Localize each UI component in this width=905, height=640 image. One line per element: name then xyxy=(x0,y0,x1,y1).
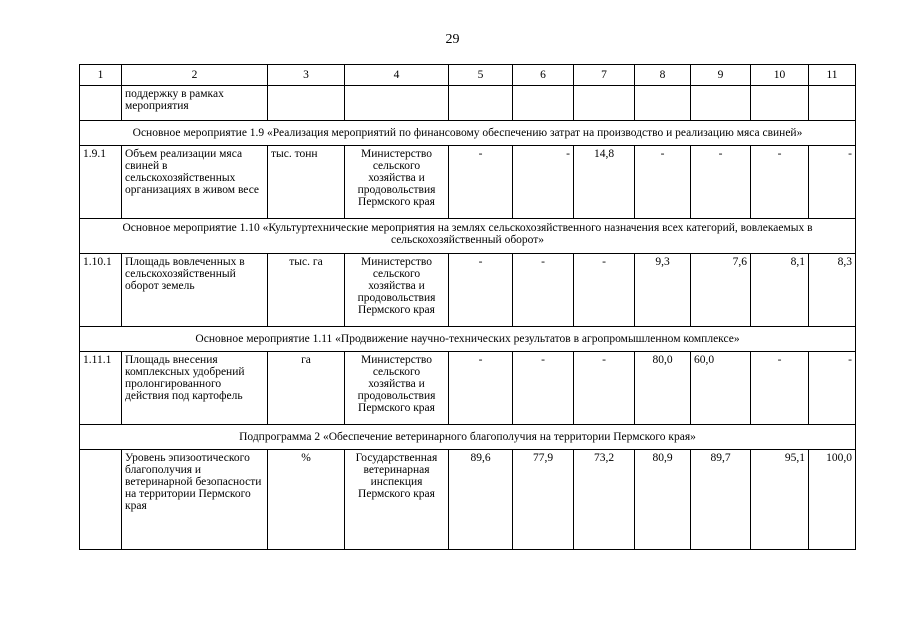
org-cell: Министерство сельского хозяйства и продовольствия Пермского края xyxy=(345,352,449,425)
indicator-name: Площадь вовлеченных в сельскохозяйственный оборот земель xyxy=(122,254,268,327)
table-row xyxy=(80,146,856,219)
row-number: 1.11.1 xyxy=(80,352,122,425)
header-cell: 6 xyxy=(513,65,574,86)
header-cell: 8 xyxy=(635,65,691,86)
value-cell: 89,6 xyxy=(449,450,513,550)
header-cell: 3 xyxy=(268,65,345,86)
table-row xyxy=(80,86,856,121)
value-cell: - xyxy=(751,352,809,425)
value-cell: - xyxy=(574,352,635,425)
value-cell xyxy=(635,86,691,121)
indicator-name: Объем реализации мяса свиней в сельскохозяйственных организациях в живом весе xyxy=(122,146,268,219)
value-cell: - xyxy=(691,146,751,219)
header-cell: 9 xyxy=(691,65,751,86)
indicator-name: поддержку в рамках мероприятия xyxy=(122,86,268,121)
value-cell xyxy=(691,86,751,121)
value-cell: 89,7 xyxy=(691,450,751,550)
value-cell: - xyxy=(513,146,574,219)
value-cell: 60,0 xyxy=(691,352,751,425)
value-cell: - xyxy=(449,352,513,425)
header-cell: 11 xyxy=(809,65,856,86)
header-cell: 4 xyxy=(345,65,449,86)
table-row xyxy=(80,352,856,425)
row-number: 1.9.1 xyxy=(80,146,122,219)
header-cell: 7 xyxy=(574,65,635,86)
table-row xyxy=(80,450,856,550)
header-cell: 2 xyxy=(122,65,268,86)
value-cell: 7,6 xyxy=(691,254,751,327)
value-cell: - xyxy=(513,254,574,327)
value-cell: 100,0 xyxy=(809,450,856,550)
indicator-name: Площадь внесения комплексных удобрений пролонгированного действия под картофель xyxy=(122,352,268,425)
value-cell: 80,0 xyxy=(635,352,691,425)
header-cell: 5 xyxy=(449,65,513,86)
section-title: Основное мероприятие 1.9 «Реализация мероприятий по финансовому обеспечению затрат на производство и реализацию мяса свиней» xyxy=(80,121,856,146)
org-cell: Государственная ветеринарная инспекция Пермского края xyxy=(345,450,449,550)
section-row xyxy=(80,327,856,352)
unit-cell: тыс. га xyxy=(268,254,345,327)
value-cell: - xyxy=(809,352,856,425)
page-number: 29 xyxy=(445,32,460,47)
org-cell xyxy=(345,86,449,121)
value-cell xyxy=(809,86,856,121)
value-cell: - xyxy=(513,352,574,425)
unit-cell xyxy=(268,86,345,121)
value-cell: - xyxy=(635,146,691,219)
unit-cell: тыс. тонн xyxy=(268,146,345,219)
header-cell: 1 xyxy=(80,65,122,86)
indicator-name: Уровень эпизоотического благополучия и ветеринарной безопасности на территории Пермского края xyxy=(122,450,268,550)
value-cell xyxy=(449,86,513,121)
value-cell: 80,9 xyxy=(635,450,691,550)
unit-cell: га xyxy=(268,352,345,425)
value-cell: - xyxy=(449,146,513,219)
section-title: Основное мероприятие 1.11 «Продвижение научно-технических результатов в агропромышленном комплексе» xyxy=(80,327,856,352)
value-cell: 9,3 xyxy=(635,254,691,327)
value-cell xyxy=(751,86,809,121)
value-cell xyxy=(513,86,574,121)
value-cell: 73,2 xyxy=(574,450,635,550)
section-title: Основное мероприятие 1.10 «Культуртехнические мероприятия на землях сельскохозяйственного назначения всех категорий, вовлекаемых в сельскохозяйственный оборот» xyxy=(80,219,856,254)
header-cell: 10 xyxy=(751,65,809,86)
section-title: Подпрограмма 2 «Обеспечение ветеринарного благополучия на территории Пермского края» xyxy=(80,425,856,450)
row-number xyxy=(80,450,122,550)
row-number: 1.10.1 xyxy=(80,254,122,327)
org-cell: Министерство сельского хозяйства и продовольствия Пермского края xyxy=(345,254,449,327)
row-number xyxy=(80,86,122,121)
value-cell: 14,8 xyxy=(574,146,635,219)
value-cell: - xyxy=(751,146,809,219)
value-cell xyxy=(574,86,635,121)
value-cell: - xyxy=(809,146,856,219)
value-cell: - xyxy=(574,254,635,327)
value-cell: 8,1 xyxy=(751,254,809,327)
section-row xyxy=(80,425,856,450)
value-cell: 95,1 xyxy=(751,450,809,550)
section-row xyxy=(80,121,856,146)
value-cell: 77,9 xyxy=(513,450,574,550)
table-row xyxy=(80,254,856,327)
section-row xyxy=(80,219,856,254)
value-cell: - xyxy=(449,254,513,327)
indicators-table xyxy=(79,64,856,550)
org-cell: Министерство сельского хозяйства и продовольствия Пермского края xyxy=(345,146,449,219)
value-cell: 8,3 xyxy=(809,254,856,327)
unit-cell: % xyxy=(268,450,345,550)
table-header-row xyxy=(80,65,856,86)
